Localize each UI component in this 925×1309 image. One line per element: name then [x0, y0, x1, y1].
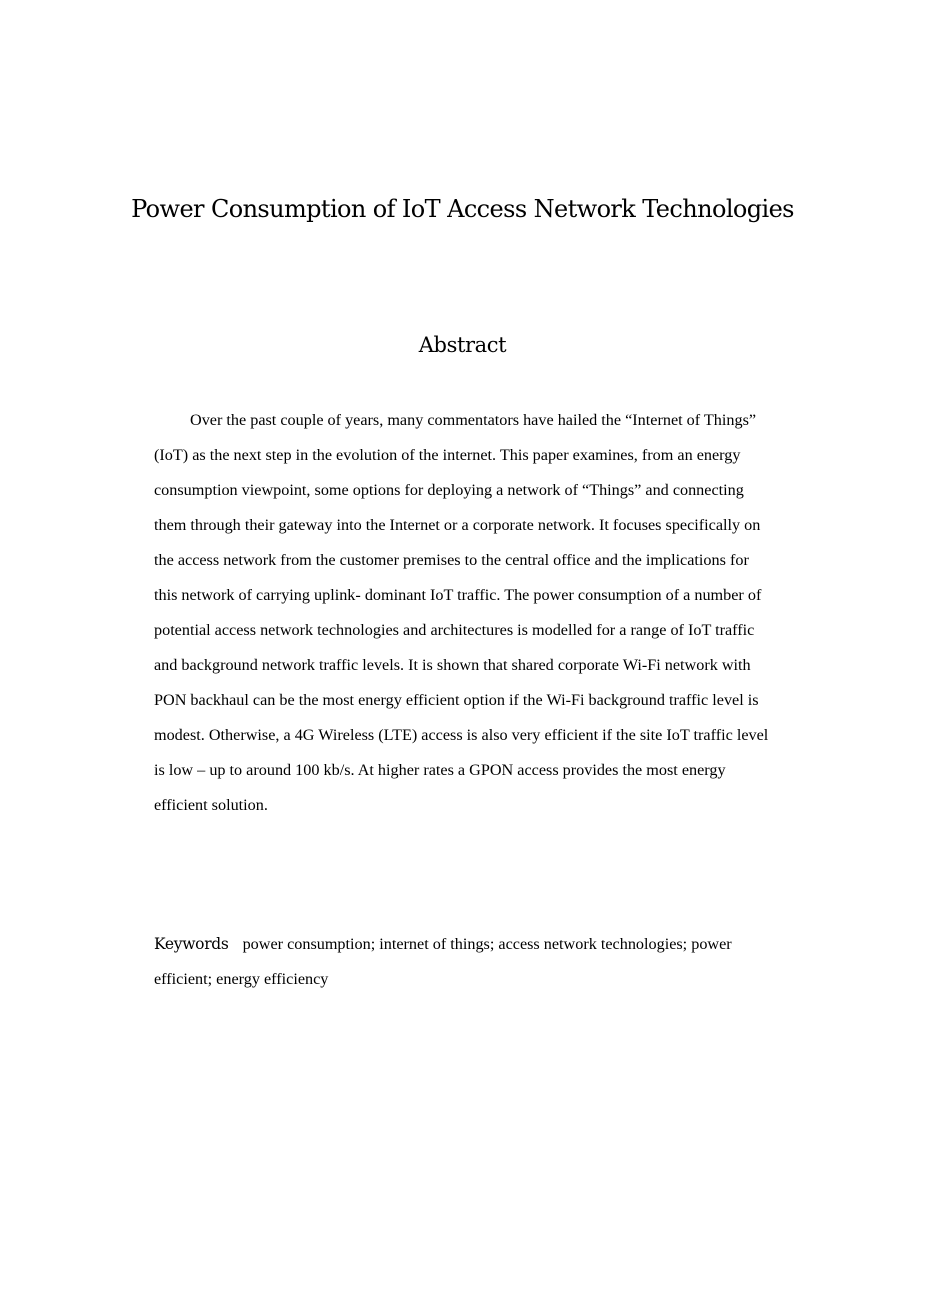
paper-title: Power Consumption of IoT Access Network Technologies [131, 195, 794, 223]
keywords-section [154, 927, 772, 997]
abstract-heading: Abstract [418, 333, 507, 357]
abstract-body: Over the past couple of years, many commentators have hailed the “Internet of Things” (IoT) as the next step in the evolution of the internet. This paper examines, from an energy consumption viewpoint, some options for deploying a network of “Things” and connecting them through their gateway into the Internet or a corporate network. It focuses specifically on the access network from the customer premises to the central office and the implications for this network of carrying uplink- dominant IoT traffic. The power consumption of a number of potential access network technologies and architectures is modelled for a range of IoT traffic and background network traffic levels. It is shown that shared corporate Wi-Fi network with PON backhaul can be the most energy efficient option if the Wi-Fi background traffic level is modest. Otherwise, a 4G Wireless (LTE) access is also very efficient if the site IoT traffic level is low – up to around 100 kb/s. At higher rates a GPON access provides the most energy efficient solution. [154, 411, 769, 814]
keywords-text: power consumption; internet of things; access network technologies; power efficient; energy efficiency [154, 935, 732, 988]
keywords-label: Keywords [154, 935, 229, 953]
